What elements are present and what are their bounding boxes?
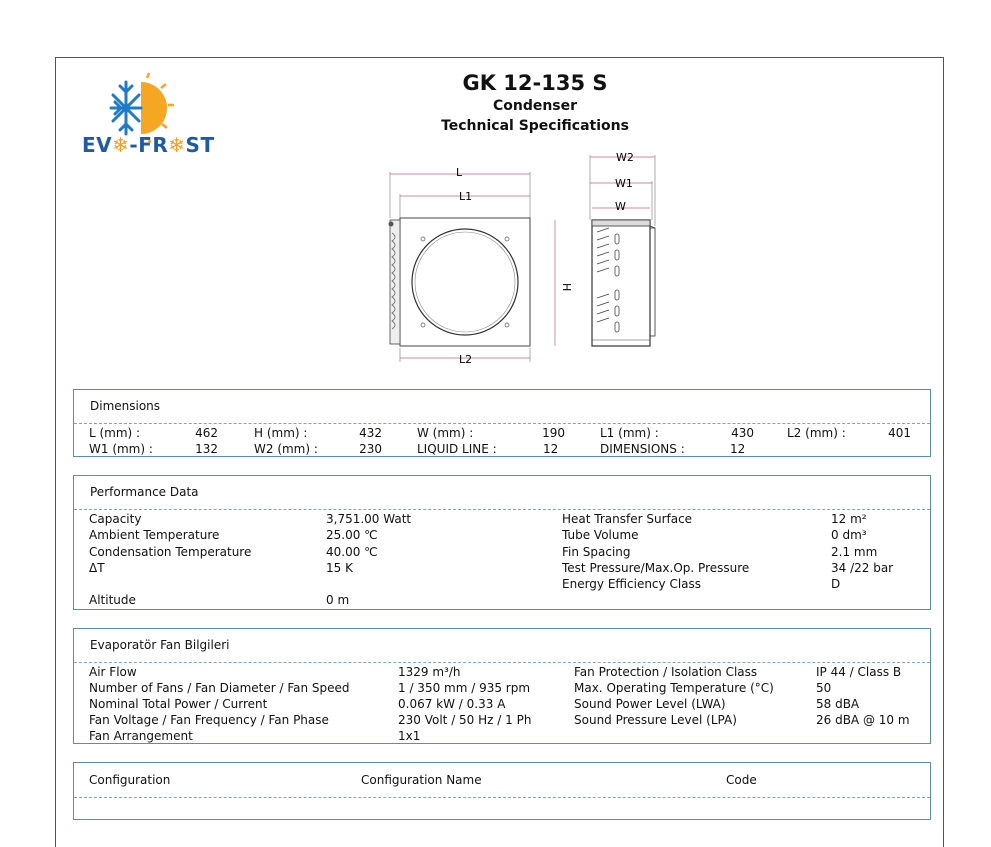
perf-value: 2.1 mm bbox=[831, 545, 878, 559]
perf-value: 25.00 ℃ bbox=[326, 528, 378, 542]
dim-label: W2 (mm) : bbox=[254, 442, 318, 456]
section-heading: Dimensions bbox=[90, 399, 161, 413]
dim-label: L (mm) : bbox=[89, 426, 141, 440]
fan-value: 1329 m³/h bbox=[398, 665, 461, 679]
perf-value: 12 m² bbox=[831, 512, 867, 526]
section-heading: Evaporatör Fan Bilgileri bbox=[90, 638, 230, 652]
perf-label: Capacity bbox=[89, 512, 142, 526]
fan-label: Fan Voltage / Fan Frequency / Fan Phase bbox=[89, 713, 329, 727]
perf-value: D bbox=[831, 577, 841, 591]
technical-drawing bbox=[380, 148, 680, 373]
fan-value: 50 bbox=[816, 681, 832, 695]
dim-value: 12 bbox=[543, 442, 559, 456]
logo-wordmark: EV❄-FR❄ST bbox=[82, 133, 215, 157]
fan-value: 230 Volt / 50 Hz / 1 Ph bbox=[398, 713, 532, 727]
title-block bbox=[380, 70, 690, 136]
logo-o-icon: ❄ bbox=[168, 133, 186, 157]
fan-label: Sound Power Level (LWA) bbox=[574, 697, 726, 711]
dim-H-label: H bbox=[560, 283, 573, 292]
fan-label: Fan Arrangement bbox=[89, 729, 193, 743]
dim-value: 12 bbox=[730, 442, 746, 456]
perf-label: Altitude bbox=[89, 593, 136, 607]
perf-label: ΔT bbox=[89, 561, 105, 575]
fan-label: Air Flow bbox=[89, 665, 137, 679]
dim-label: L1 (mm) : bbox=[600, 426, 659, 440]
dim-W-label: W bbox=[615, 200, 626, 213]
configuration-name-header: Configuration Name bbox=[361, 773, 482, 787]
dim-label: LIQUID LINE : bbox=[417, 442, 497, 456]
fan-label: Max. Operating Temperature (°C) bbox=[574, 681, 774, 695]
fan-section bbox=[73, 628, 931, 744]
perf-value: 15 K bbox=[326, 561, 353, 575]
section-heading: Performance Data bbox=[90, 485, 199, 499]
dim-W1-label: W1 bbox=[615, 177, 633, 190]
perf-value: 34 /22 bar bbox=[831, 561, 894, 575]
dim-value: 462 bbox=[195, 426, 218, 440]
perf-value: 3,751.00 Watt bbox=[326, 512, 412, 526]
perf-value: 0 dm³ bbox=[831, 528, 867, 542]
fan-value: 0.067 kW / 0.33 A bbox=[398, 697, 506, 711]
perf-value: 40.00 ℃ bbox=[326, 545, 378, 559]
dim-value: 432 bbox=[359, 426, 382, 440]
dim-value: 430 bbox=[731, 426, 754, 440]
product-type: Condenser bbox=[492, 98, 578, 114]
fan-value: IP 44 / Class B bbox=[816, 665, 902, 679]
perf-label: Fin Spacing bbox=[562, 545, 631, 559]
fan-label: Nominal Total Power / Current bbox=[89, 697, 268, 711]
fan-value: 1x1 bbox=[398, 729, 421, 743]
dim-L1-label: L1 bbox=[459, 190, 473, 203]
dim-value: 401 bbox=[888, 426, 911, 440]
fan-value: 1 / 350 mm / 935 rpm bbox=[398, 681, 531, 695]
dim-label: W1 (mm) : bbox=[89, 442, 153, 456]
dim-label: L2 (mm) : bbox=[787, 426, 846, 440]
dimensions-section bbox=[73, 389, 931, 457]
dim-W2-label: W2 bbox=[616, 151, 634, 164]
fan-value: 58 dBA bbox=[816, 697, 860, 711]
performance-section bbox=[73, 475, 931, 610]
fan-label: Sound Pressure Level (LPA) bbox=[574, 713, 737, 727]
fan-value: 26 dBA @ 10 m bbox=[816, 713, 910, 727]
perf-label: Tube Volume bbox=[562, 528, 639, 542]
perf-label: Test Pressure/Max.Op. Pressure bbox=[562, 561, 750, 575]
dim-value: 230 bbox=[359, 442, 382, 456]
fan-label: Number of Fans / Fan Diameter / Fan Speed bbox=[89, 681, 350, 695]
document-type: Technical Specifications bbox=[441, 118, 629, 134]
perf-label: Ambient Temperature bbox=[89, 528, 220, 542]
dim-value: 190 bbox=[542, 426, 565, 440]
dim-label: W (mm) : bbox=[417, 426, 474, 440]
dim-L2-label: L2 bbox=[459, 353, 473, 366]
dim-value: 132 bbox=[195, 442, 218, 456]
configuration-section bbox=[73, 762, 931, 820]
dim-L-label: L bbox=[456, 166, 463, 179]
logo-o-icon: ❄ bbox=[112, 133, 130, 157]
code-header: Code bbox=[726, 773, 757, 787]
fan-label: Fan Protection / Isolation Class bbox=[574, 665, 758, 679]
configuration-header: Configuration bbox=[89, 773, 171, 787]
perf-label: Heat Transfer Surface bbox=[562, 512, 693, 526]
product-title: GK 12-135 S bbox=[462, 71, 608, 95]
dim-label: H (mm) : bbox=[254, 426, 308, 440]
dim-label: DIMENSIONS : bbox=[600, 442, 685, 456]
perf-label: Energy Efficiency Class bbox=[562, 577, 702, 591]
perf-value: 0 m bbox=[326, 593, 350, 607]
perf-label: Condensation Temperature bbox=[89, 545, 252, 559]
